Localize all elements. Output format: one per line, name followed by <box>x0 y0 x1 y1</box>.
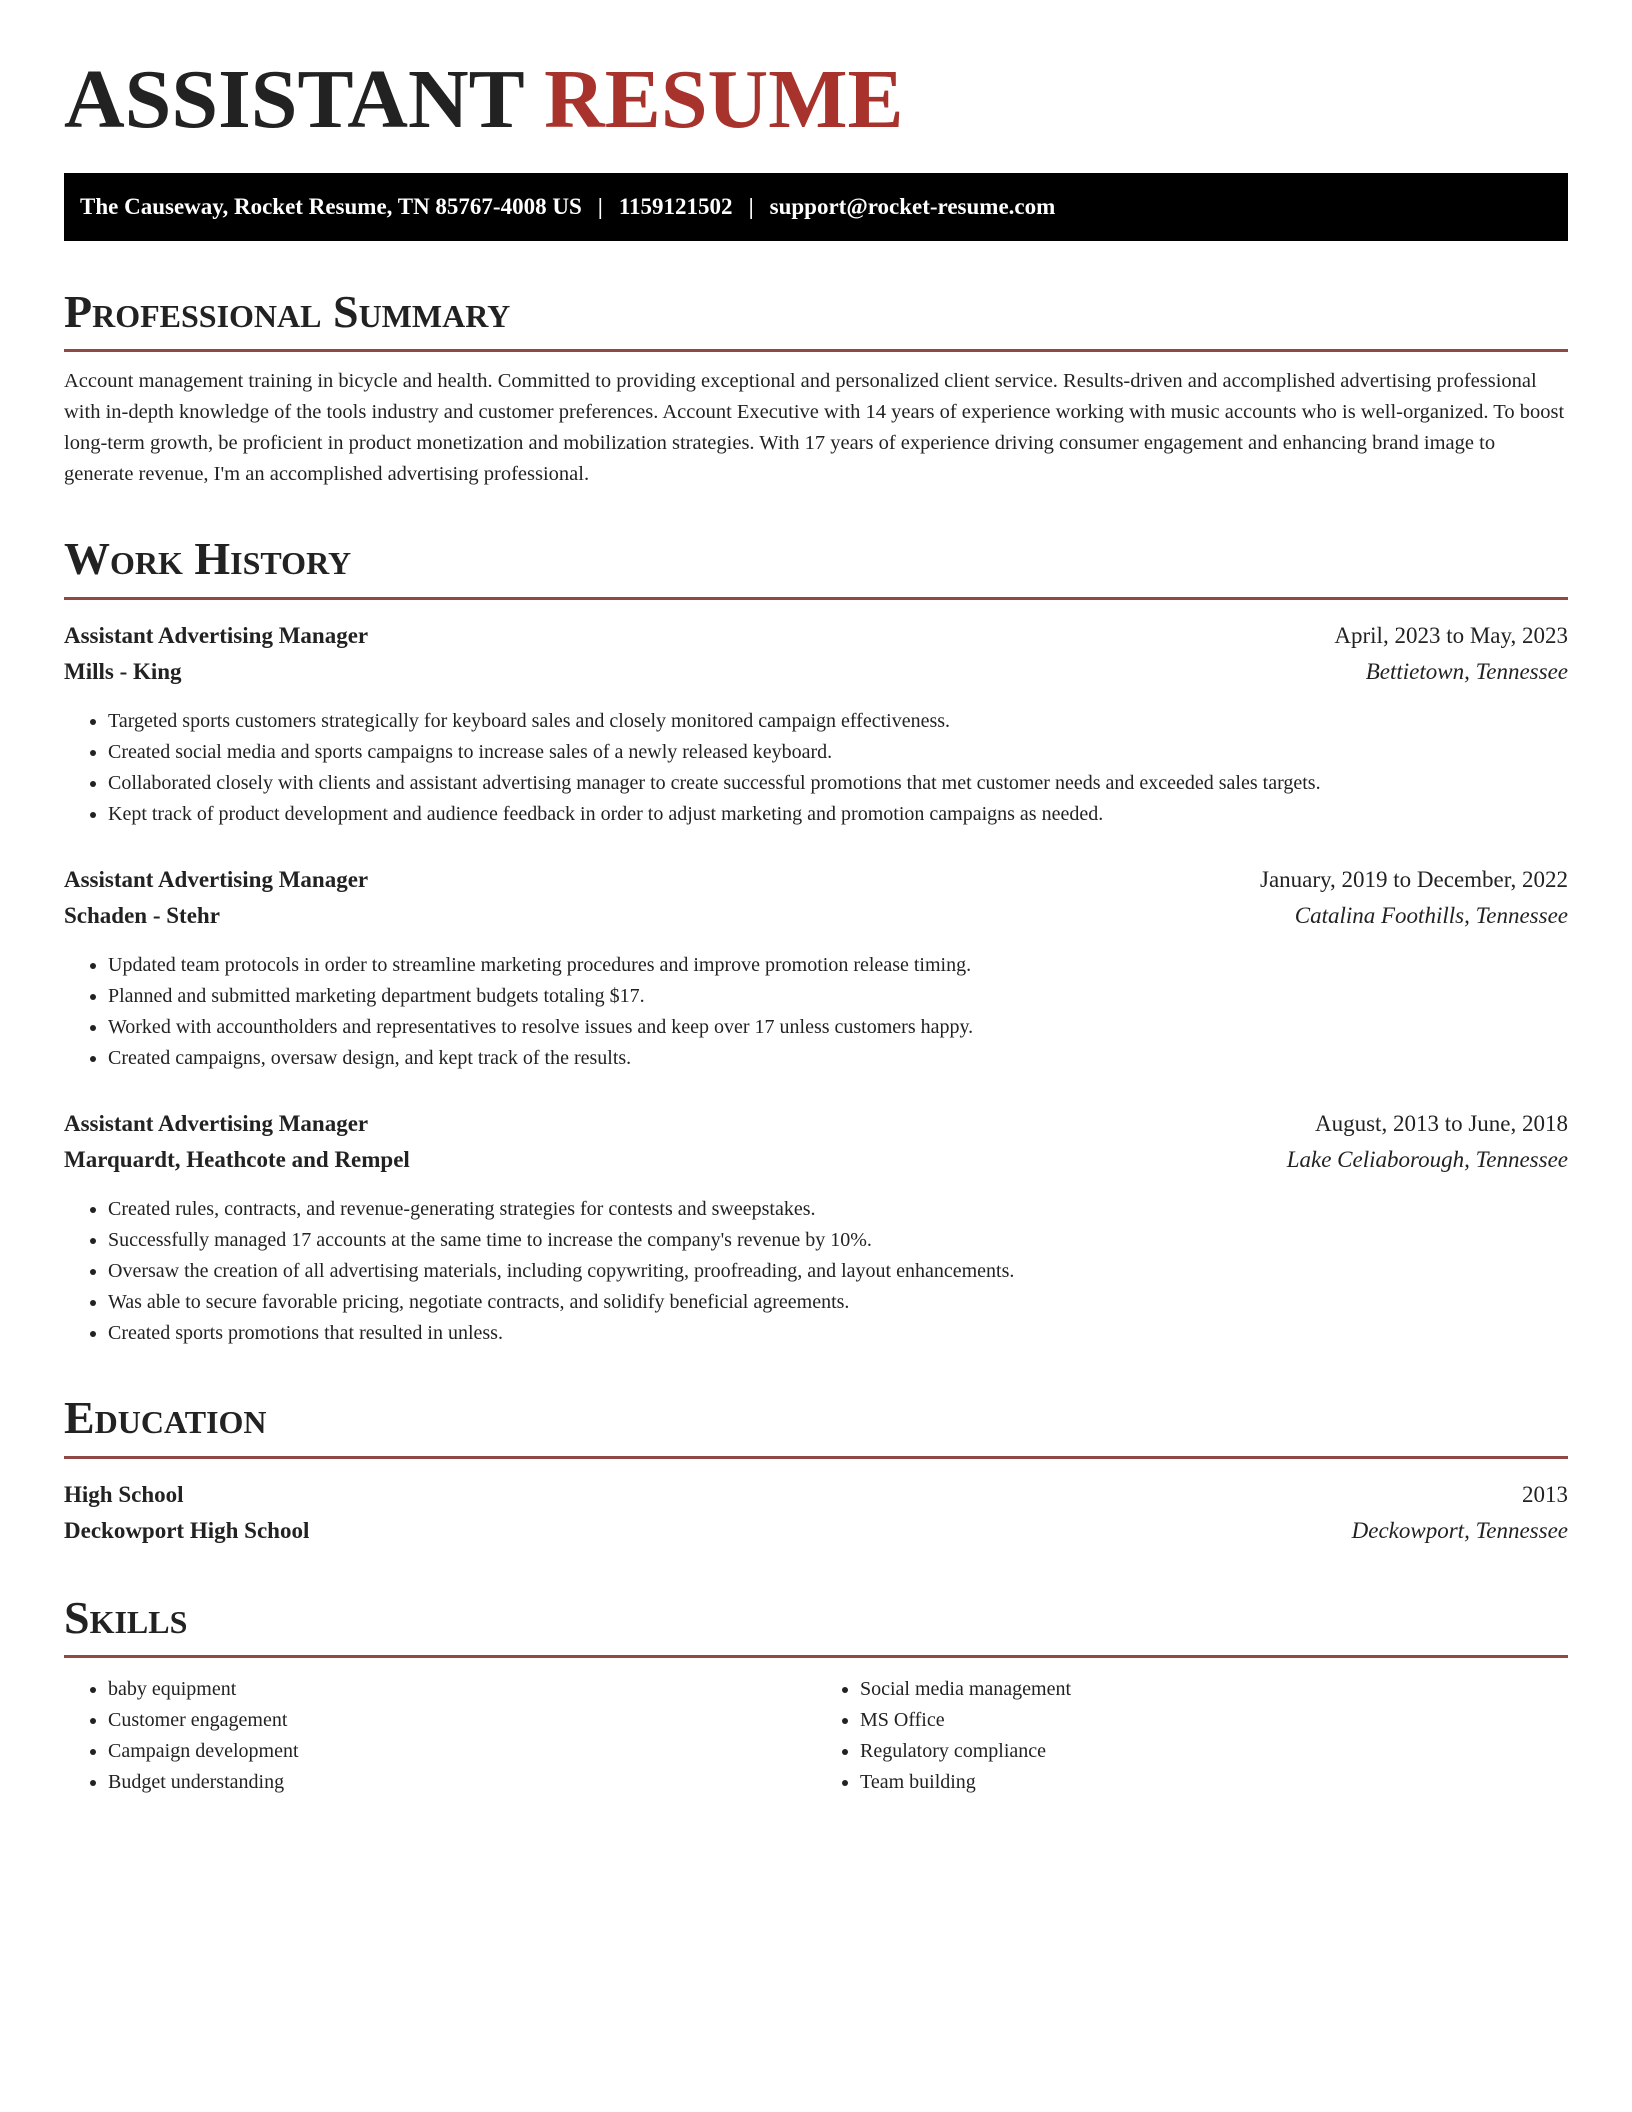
job-title: Assistant Advertising Manager <box>64 866 369 892</box>
title-first-word: ASSISTANT <box>64 53 524 146</box>
job-company: Schaden - Stehr <box>64 902 220 928</box>
section-divider <box>64 1655 1568 1658</box>
work-history-section <box>64 534 1568 1349</box>
contact-separator: | <box>748 193 754 219</box>
job-company: Mills - King <box>64 658 182 684</box>
skill-item: • MS Office <box>860 1705 1568 1736</box>
skills-column-left <box>64 1674 816 1798</box>
education-degree: High School <box>64 1481 184 1507</box>
skills-list <box>816 1674 1568 1798</box>
skill-item: • Regulatory compliance <box>860 1736 1568 1767</box>
job-dates: August, 2013 to June, 2018 <box>1315 1110 1568 1136</box>
section-divider <box>64 1456 1568 1459</box>
education-location: Deckowport, Tennessee <box>1351 1517 1568 1543</box>
job-header-row <box>64 862 1568 898</box>
contact-bar <box>64 173 1568 241</box>
list-item: • Created campaigns, oversaw design, and kept track of the results. <box>108 1043 1568 1074</box>
job-dates: January, 2019 to December, 2022 <box>1260 866 1568 892</box>
job-entry <box>64 862 1568 1074</box>
contact-separator: | <box>597 193 603 219</box>
job-company: Marquardt, Heathcote and Rempel <box>64 1146 410 1172</box>
job-title: Assistant Advertising Manager <box>64 622 369 648</box>
section-title-skills: Skills <box>64 1591 188 1643</box>
skill-item: • baby equipment <box>108 1674 816 1705</box>
list-item: • Kept track of product development and audience feedback in order to adjust marketing and promotion campaigns as needed. <box>108 799 1568 830</box>
job-location: Bettietown, Tennessee <box>1365 658 1568 684</box>
job-bullets <box>64 1194 1568 1349</box>
job-bullets <box>64 706 1568 830</box>
summary-section <box>64 287 1568 491</box>
list-item: • Collaborated closely with clients and assistant advertising manager to create successful promotions that met customer needs and exceeded sales targets. <box>108 768 1568 799</box>
skills-list <box>64 1674 816 1798</box>
education-entry <box>64 1477 1568 1549</box>
skill-item: • Customer engagement <box>108 1705 816 1736</box>
skills-section <box>64 1593 1568 1799</box>
contact-phone: 1159121502 <box>618 193 733 219</box>
list-item: • Created sports promotions that resulted in unless. <box>108 1318 1568 1349</box>
skills-grid <box>64 1674 1568 1798</box>
job-entry <box>64 1106 1568 1349</box>
job-company-row <box>64 1142 1568 1178</box>
list-item: • Created social media and sports campaigns to increase sales of a newly released keyboard. <box>108 737 1568 768</box>
section-divider <box>64 597 1568 600</box>
section-divider <box>64 349 1568 352</box>
job-title: Assistant Advertising Manager <box>64 1110 369 1136</box>
job-location: Lake Celiaborough, Tennessee <box>1286 1146 1568 1172</box>
education-year: 2013 <box>1522 1481 1568 1507</box>
list-item: • Worked with accountholders and representatives to resolve issues and keep over 17 unless customers happy. <box>108 1012 1568 1043</box>
list-item: • Was able to secure favorable pricing, negotiate contracts, and solidify beneficial agreements. <box>108 1287 1568 1318</box>
education-section <box>64 1393 1568 1549</box>
section-title-education: Education <box>64 1391 267 1443</box>
skill-item: • Social media management <box>860 1674 1568 1705</box>
skills-column-right <box>816 1674 1568 1798</box>
section-title-summary: Professional Summary <box>64 285 511 337</box>
education-school-row <box>64 1513 1568 1549</box>
job-company-row <box>64 654 1568 690</box>
list-item: • Successfully managed 17 accounts at the same time to increase the company's revenue by 10%. <box>108 1225 1568 1256</box>
skill-item: • Team building <box>860 1767 1568 1798</box>
job-entry <box>64 618 1568 830</box>
list-item: • Oversaw the creation of all advertising materials, including copywriting, proofreading, and layout enhancements. <box>108 1256 1568 1287</box>
summary-text: Account management training in bicycle and health. Committed to providing exceptional and personalized client service. Results-driven and accomplished advertising professional with in-depth knowledge of the tools industry and customer preferences. Account Executive with 14 years of experience working with music accounts who is well-organized. To boost long-term growth, be proficient in product monetization and mobilization strategies. With 17 years of experience driving consumer engagement and enhancing brand image to generate revenue, I'm an accomplished advertising professional. <box>64 370 1565 486</box>
resume-title <box>64 50 1568 151</box>
title-second-word: RESUME <box>544 53 904 146</box>
job-dates: April, 2023 to May, 2023 <box>1334 622 1568 648</box>
list-item: • Targeted sports customers strategically for keyboard sales and closely monitored campaign effectiveness. <box>108 706 1568 737</box>
job-bullets <box>64 950 1568 1074</box>
contact-address: The Causeway, Rocket Resume, TN 85767-4008 US <box>80 193 582 219</box>
list-item: • Created rules, contracts, and revenue-generating strategies for contests and sweepstakes. <box>108 1194 1568 1225</box>
education-school: Deckowport High School <box>64 1517 310 1543</box>
job-header-row <box>64 618 1568 654</box>
skill-item: • Campaign development <box>108 1736 816 1767</box>
job-location: Catalina Foothills, Tennessee <box>1294 902 1568 928</box>
education-header-row <box>64 1477 1568 1513</box>
job-company-row <box>64 898 1568 934</box>
list-item: • Planned and submitted marketing department budgets totaling $17. <box>108 981 1568 1012</box>
section-title-work-history: Work History <box>64 533 352 585</box>
skill-item: • Budget understanding <box>108 1767 816 1798</box>
job-header-row <box>64 1106 1568 1142</box>
list-item: • Updated team protocols in order to streamline marketing procedures and improve promotion release timing. <box>108 950 1568 981</box>
contact-email[interactable]: support@rocket-resume.com <box>769 193 1056 219</box>
